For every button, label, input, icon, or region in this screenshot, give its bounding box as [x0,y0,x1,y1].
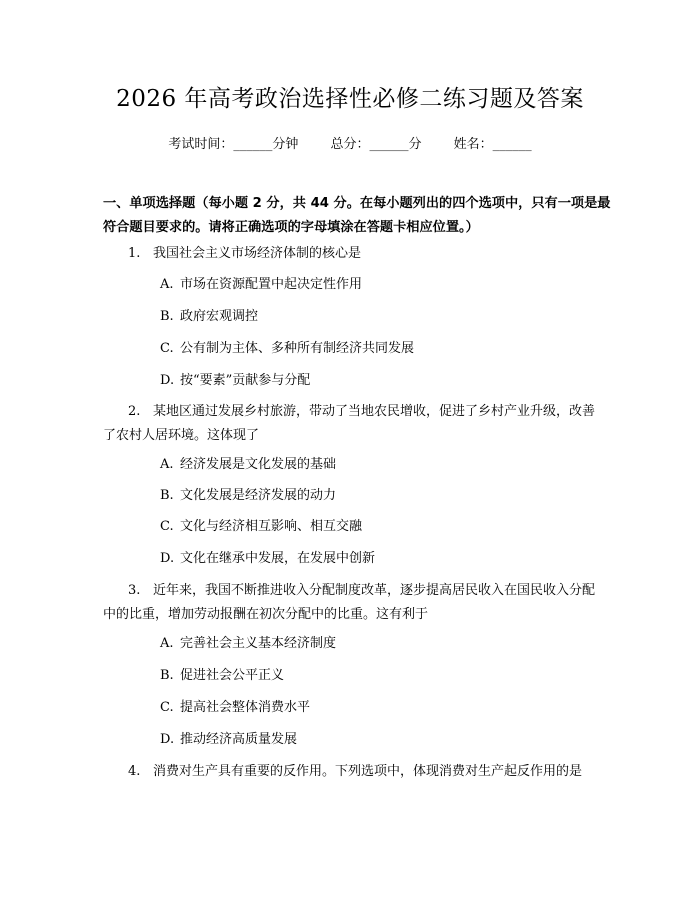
option-3d [160,730,297,750]
question-number: 2. [128,404,141,419]
question-2 [103,400,606,448]
question-1 [103,242,606,266]
option-1b [160,307,258,327]
option-text: 经济发展是文化发展的基础 [180,457,337,472]
option-letter: B. [160,488,174,503]
question-stem: 某地区通过发展乡村旅游，带动了当地农民增收，促进了乡村产业升级，改善了农村人居环境。这体现了 [103,404,596,443]
section-header: 一、单项选择题（每小题 2 分，共 44 分。在每小题列出的四个选项中，只有一项是最符合题目要求的。请将正确选项的字母填涂在答题卡相应位置。） [103,196,611,235]
option-text: 文化发展是经济发展的动力 [180,488,337,503]
option-3c [160,698,310,718]
option-text: 完善社会主义基本经济制度 [180,636,337,651]
option-letter: A. [160,457,174,472]
option-letter: D. [160,732,175,747]
question-stem: 我国社会主义市场经济体制的核心是 [153,246,362,261]
question-number: 4. [128,764,141,779]
page-title: 2026 年高考政治选择性必修二练习题及答案 [116,86,584,112]
option-letter: B. [160,668,174,683]
option-letter: A. [160,277,174,292]
option-text: 市场在资源配置中起决定性作用 [180,277,363,292]
option-text: 促进社会公平正义 [180,668,285,683]
option-letter: B. [160,309,174,324]
question-4 [103,760,606,784]
option-letter: A. [160,636,174,651]
option-text: 政府宏观调控 [180,309,259,324]
option-text: 文化在继承中发展，在发展中创新 [180,551,376,566]
option-letter: C. [160,341,174,356]
option-text: 按“要素”贡献参与分配 [180,373,311,388]
total-score-field: 总分：______分 [330,137,422,152]
question-number: 1. [128,246,141,261]
option-2c [160,517,362,537]
question-3 [103,579,606,627]
option-letter: C. [160,519,174,534]
question-stem: 消费对生产具有重要的反作用。下列选项中，体现消费对生产起反作用的是 [153,764,583,779]
option-3b [160,666,284,686]
option-text: 公有制为主体、多种所有制经济共同发展 [180,341,415,356]
option-letter: C. [160,700,174,715]
option-2b [160,486,336,506]
student-name-field: 姓名：______ [453,137,532,152]
option-1a [160,275,362,295]
option-2d [160,549,375,569]
option-letter: D. [160,373,175,388]
option-text: 文化与经济相互影响、相互交融 [180,519,363,534]
question-stem: 近年来，我国不断推进收入分配制度改革，逐步提高居民收入在国民收入分配中的比重，增加劳动报酬在初次分配中的比重。这有利于 [103,583,596,622]
exam-info-line [0,133,700,152]
option-2a [160,455,336,475]
option-letter: D. [160,551,175,566]
option-1d [160,371,310,391]
option-3a [160,634,336,654]
option-1c [160,339,414,359]
option-text: 推动经济高质量发展 [180,732,298,747]
option-text: 提高社会整体消费水平 [180,700,311,715]
question-number: 3. [128,583,141,598]
exam-time-field: 考试时间：______分钟 [168,137,299,152]
